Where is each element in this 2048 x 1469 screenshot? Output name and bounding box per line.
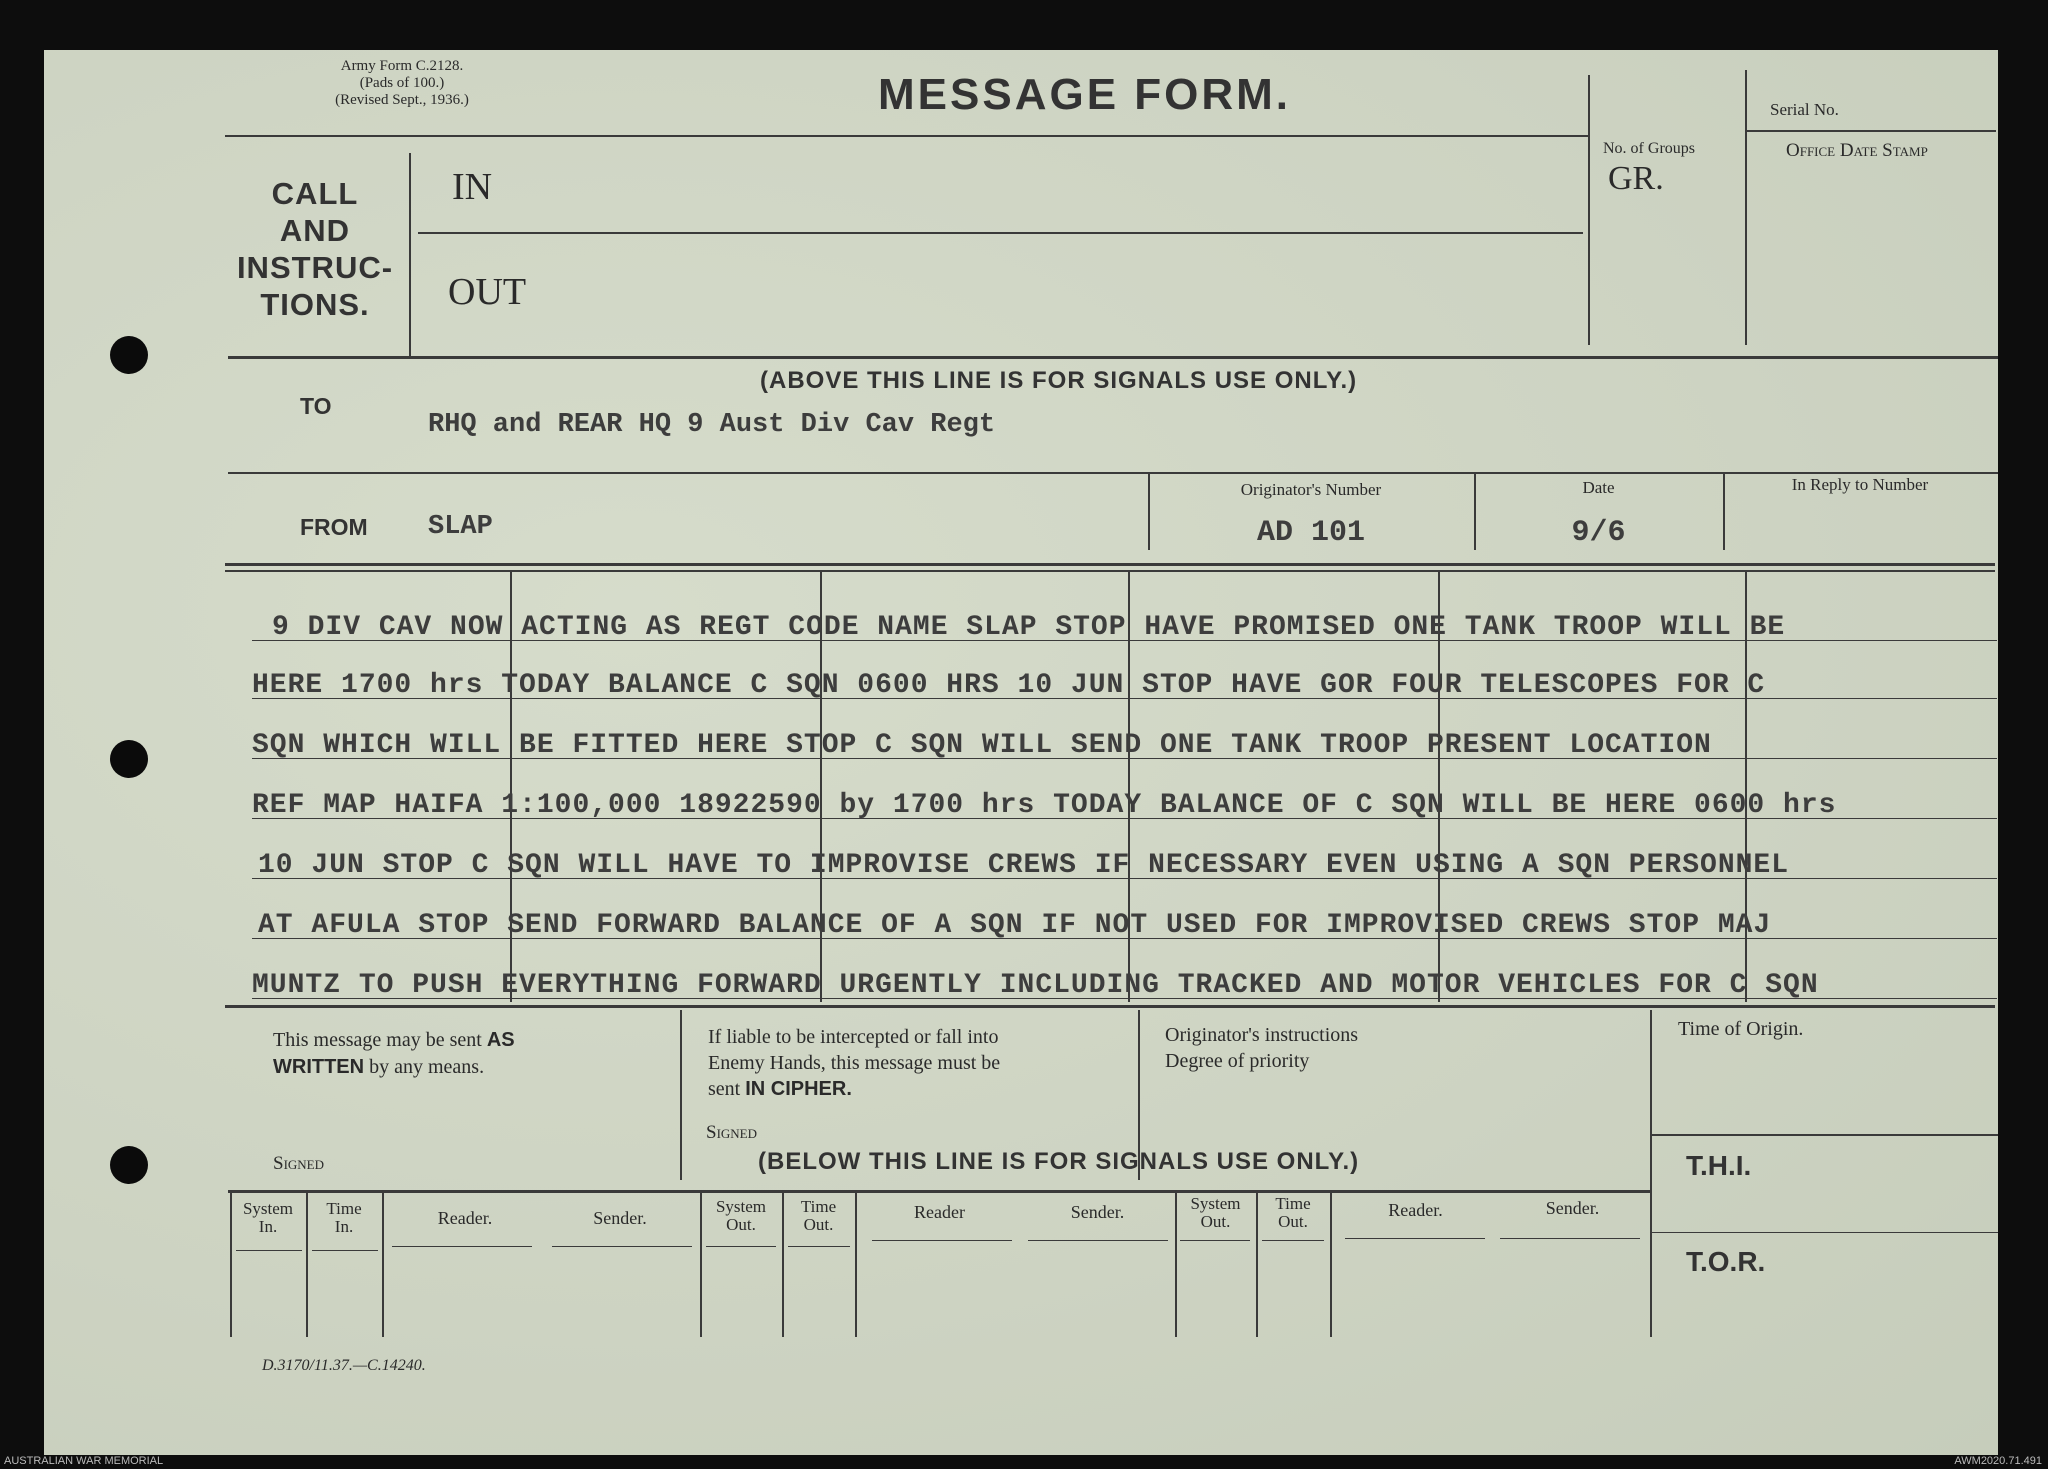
message-line: 9 DIV CAV NOW ACTING AS REGT CODE NAME SLAP STOP HAVE PROMISED ONE TANK TROOP WILL BE xyxy=(272,612,1786,643)
originator-number-label: Originator's Number xyxy=(1240,480,1382,499)
army-form-line3: (Revised Sept., 1936.) xyxy=(335,92,469,108)
signal-col-time-in: Time In. xyxy=(326,1199,362,1236)
credit-right: AWM2020.71.491 xyxy=(1954,1455,2042,1467)
signal-col-system-in: System In. xyxy=(242,1199,294,1236)
signal-col-reader-3: Reader. xyxy=(1388,1200,1443,1220)
signal-col-system-out-2: System Out. xyxy=(1190,1194,1241,1231)
originator-number-value: AD 101 xyxy=(1256,516,1366,550)
signal-col-system-out-1: System Out. xyxy=(715,1197,767,1234)
in-reply-label: In Reply to Number xyxy=(1791,475,1929,494)
from-label: FROM xyxy=(300,514,368,540)
out-label: OUT xyxy=(448,271,527,313)
punch-hole-bottom xyxy=(110,1146,148,1184)
message-line: AT AFULA STOP SEND FORWARD BALANCE OF A SQN IF NOT USED FOR IMPROVISED CREWS STOP MAJ xyxy=(258,910,1772,941)
credit-left: AUSTRALIAN WAR MEMORIAL xyxy=(4,1455,164,1467)
date-label: Date xyxy=(1582,478,1615,497)
time-of-origin-label: Time of Origin. xyxy=(1678,1018,1804,1040)
form-title: MESSAGE FORM. xyxy=(878,70,1292,119)
originator-instructions: Originator's instructions Degree of priority xyxy=(1165,1024,1359,1072)
serial-no-label: Serial No. xyxy=(1770,100,1839,119)
to-label: TO xyxy=(300,393,332,419)
signals-above-notice: (ABOVE THIS LINE IS FOR SIGNALS USE ONLY.) xyxy=(760,367,1358,394)
sent-as-written-notice: This message may be sent AS WRITTEN by any means. xyxy=(273,1029,515,1078)
punch-hole-middle xyxy=(110,740,148,778)
signal-col-time-out-1: Time Out. xyxy=(800,1197,837,1234)
gr-label: GR. xyxy=(1608,160,1664,197)
signals-below-notice: (BELOW THIS LINE IS FOR SIGNALS USE ONLY.) xyxy=(758,1148,1360,1175)
signal-col-time-out-2: Time Out. xyxy=(1275,1194,1311,1231)
message-line: MUNTZ TO PUSH EVERYTHING FORWARD URGENTLY INCLUDING TRACKED AND MOTOR VEHICLES FOR C SQN xyxy=(252,970,1819,1001)
signal-col-reader-2: Reader xyxy=(914,1202,965,1222)
from-value: SLAP xyxy=(428,512,493,542)
cipher-notice: If liable to be intercepted or fall into Enemy Hands, this message must be sent IN CIPHER. xyxy=(708,1026,1001,1100)
message-line: REF MAP HAIFA 1:100,000 18922590 by 1700 hrs TODAY BALANCE OF C SQN WILL BE HERE 0600 hrs xyxy=(252,790,1837,821)
signal-col-sender-3: Sender. xyxy=(1545,1198,1600,1218)
thi-label: T.H.I. xyxy=(1686,1150,1752,1181)
message-line: HERE 1700 hrs TODAY BALANCE C SQN 0600 HRS 10 JUN STOP HAVE GOR FOUR TELESCOPES FOR C xyxy=(252,670,1766,701)
no-of-groups-label: No. of Groups xyxy=(1603,140,1695,157)
signal-col-sender-1: Sender. xyxy=(593,1208,647,1228)
signal-col-sender-2: Sender. xyxy=(1070,1202,1125,1222)
signed-label-middle: Signed xyxy=(706,1122,758,1143)
army-form-line1: Army Form C.2128. xyxy=(340,58,464,74)
tor-label: T.O.R. xyxy=(1686,1246,1766,1277)
call-and-instructions-label: CALL AND INSTRUC- TIONS. xyxy=(236,176,394,322)
in-label: IN xyxy=(452,166,493,208)
signal-col-reader-1: Reader. xyxy=(437,1208,493,1228)
message-line: SQN WHICH WILL BE FITTED HERE STOP C SQN WILL SEND ONE TANK TROOP PRESENT LOCATION xyxy=(252,730,1712,761)
to-value: RHQ and REAR HQ 9 Aust Div Cav Regt xyxy=(428,410,996,440)
message-line: 10 JUN STOP C SQN WILL HAVE TO IMPROVISE CREWS IF NECESSARY EVEN USING A SQN PERSONNEL xyxy=(258,850,1790,881)
army-form-line2: (Pads of 100.) xyxy=(359,75,445,91)
form-print-code: D.3170/11.37.—C.14240. xyxy=(262,1357,426,1374)
army-form-reference xyxy=(282,58,522,109)
date-value: 9/6 xyxy=(1571,516,1626,550)
office-date-stamp-label: Office Date Stamp xyxy=(1786,140,1928,161)
punch-hole-top xyxy=(110,336,148,374)
signed-label-left: Signed xyxy=(273,1153,325,1174)
